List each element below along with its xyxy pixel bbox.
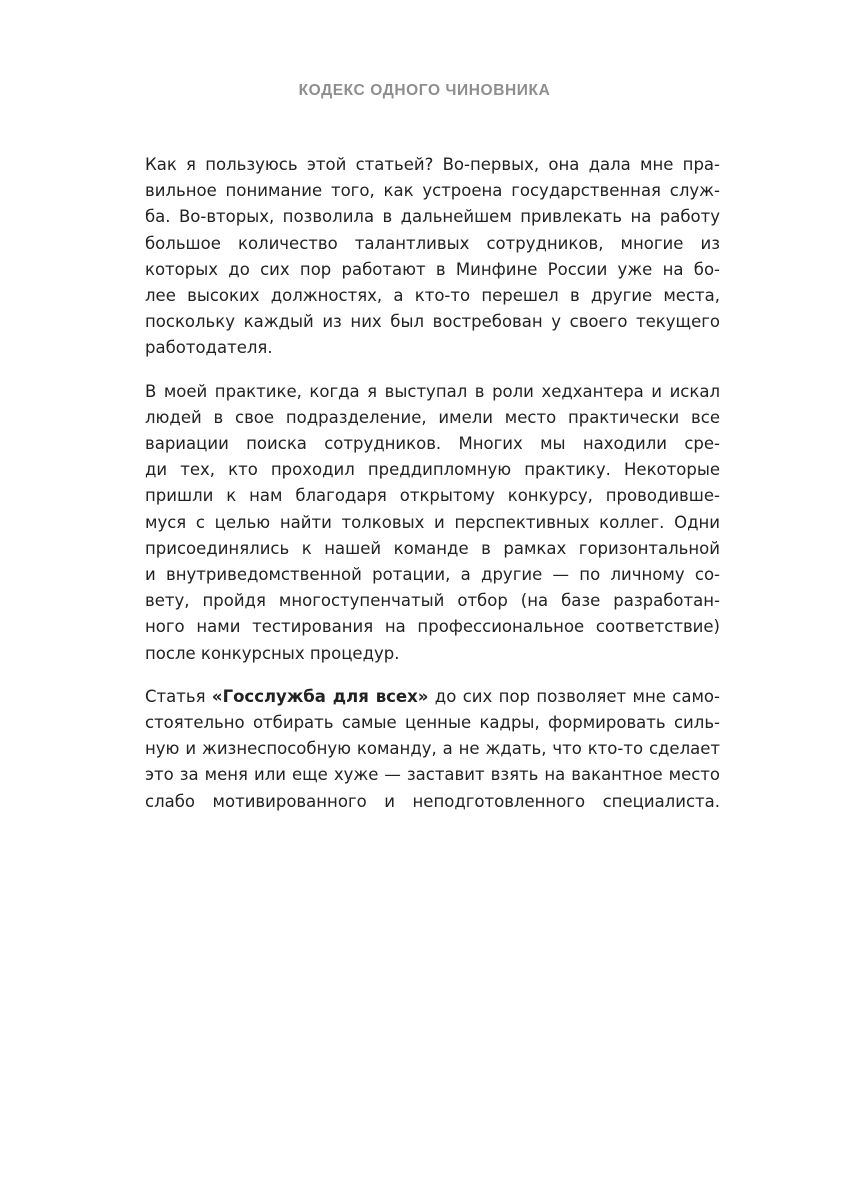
running-header: КОДЕКС ОДНОГО ЧИНОВНИКА — [298, 82, 551, 99]
text-line: В моей практике, когда я выступал в роли хедхантера и искал — [145, 381, 720, 401]
paragraph-3 — [145, 684, 720, 815]
text-line: ную и жизнеспособную команду, а не ждать, что кто-то сделает — [145, 739, 720, 759]
body-text — [145, 152, 720, 832]
paragraph-2 — [145, 379, 720, 667]
text-line: работодателя. — [145, 338, 273, 358]
text-line: вариации поиска сотрудников. Многих мы находили сре- — [145, 434, 720, 454]
text-line: поскольку каждый из них был востребован у своего текущего — [145, 312, 720, 332]
text-line: большое количество талантливых сотрудников, многие из — [145, 233, 720, 253]
text-line: это за меня или еще хуже — заставит взять на вакантное место — [145, 765, 720, 785]
text-line: лее высоких должностях, а кто-то перешел в другие места, — [145, 286, 720, 306]
text-fragment: до сих пор позволяет мне само- — [428, 686, 720, 706]
text-line — [145, 684, 720, 710]
text-line: пришли к нам благодаря открытому конкурсу, проводивше- — [145, 486, 720, 506]
text-line: присоединялись к нашей команде в рамках горизонтальной — [145, 538, 720, 558]
text-line: ба. Во-вторых, позволила в дальнейшем привлекать на работу — [145, 207, 720, 227]
text-line: которых до сих пор работают в Минфине России уже на бо- — [145, 259, 720, 279]
text-line: вету, пройдя многоступенчатый отбор (на базе разработан- — [145, 591, 720, 611]
text-line: слабо мотивированного и неподготовленного специалиста. — [145, 791, 720, 811]
text-line: стоятельно отбирать самые ценные кадры, формировать силь- — [145, 713, 720, 733]
paragraph-1 — [145, 152, 720, 362]
text-line: и внутриведомственной ротации, а другие — по личному со- — [145, 565, 720, 585]
text-line: ди тех, кто проходил преддипломную практику. Некоторые — [145, 460, 720, 480]
text-line: после конкурсных процедур. — [145, 643, 400, 663]
text-fragment: Статья — [145, 686, 212, 706]
article-title: «Госслужба для всех» — [211, 686, 429, 706]
text-line: Как я пользуюсь этой статьей? Во-первых, она дала мне пра- — [145, 155, 720, 174]
text-line: ного нами тестирования на профессиональное соответствие) — [145, 617, 720, 637]
text-line: людей в свое подразделение, имели место практически все — [145, 407, 720, 427]
text-line: вильное понимание того, как устроена государственная служ- — [145, 181, 720, 201]
text-line: муся с целью найти толковых и перспективных коллег. Одни — [145, 512, 720, 532]
